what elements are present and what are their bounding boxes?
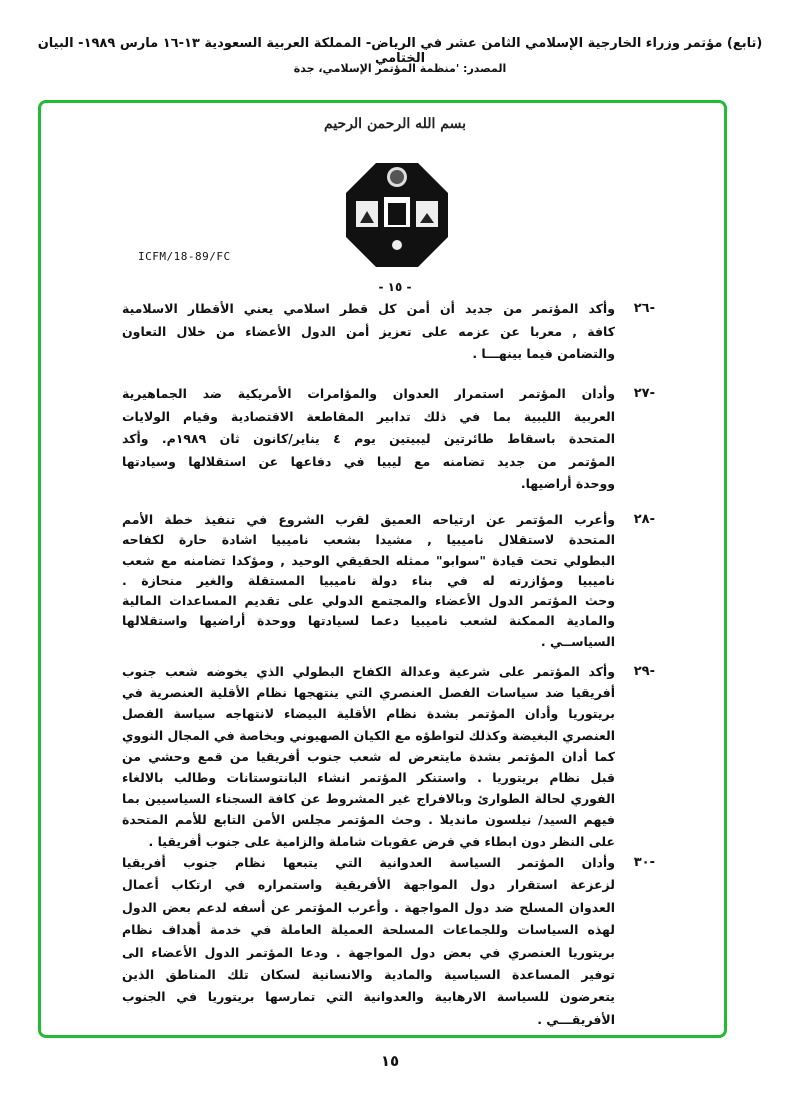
page-marker: - ١٥ - [378,280,412,294]
paragraph-line: والتضامن فيما بينهـــا . [472,346,615,361]
paragraph-number: -٢٩ [633,664,655,679]
paragraph-line: كافة , معربا عن عزمه على تعزيز أمن الدول الأعضاء من خلال التعاون [122,323,615,339]
paragraph-line: فيهم السيد/ نيلسون مانديلا . وحث المؤتمر مجلس الأمن التابع للأمم المتحدة [122,812,615,828]
document-source: المصدر: 'منظمة المؤتمر الإسلامي، جدة [293,62,507,75]
paragraph-number: -٣٠ [633,855,655,870]
paragraph-line: الفوري لحالة الطوارئ وبالافراج غير المشروط عن كافة السجناء السياسيين بما [122,791,615,807]
paragraph-line: وحث المؤتمر الدول الأعضاء والمجتمع الدولي على تقديم المساعدات المالية [122,593,615,609]
paragraph-line: وأدان المؤتمر السياسة العدوانية التي يتبعها نظام جنوب أفريقيا [122,855,615,870]
paragraph-line: وأكد المؤتمر من جديد أن أمن كل قطر اسلامي يعني الأقطار الاسلامية [122,301,615,316]
paragraph-line: قبل نظام بريتوريا . واستنكر المؤتمر انشاء البانتوستانات وطالب بالالغاء [122,769,615,785]
paragraph-line: بريتوريا العنصري في بعض دول المواجهة . ودعا المؤتمر الدول الأعضاء الى [122,944,615,960]
paragraph-line: الأفريقـــي . [537,1011,615,1027]
paragraph-line: العنصري البغيضة وكذلك لتواطؤه مع الكيان الصهيوني وبخاصة في المجال النووي [122,727,615,743]
paragraph-line: أفريقيا ضد سياسات الفصل العنصري التي ينتهجها نظام الأقلية العنصرية في [122,685,615,701]
paragraph-line: ناميبيا ومؤازرته له في بناء دولة ناميبيا المستقلة والغير منحازة . [122,572,615,588]
paragraph-line: السياســي . [540,633,615,649]
paragraph-line: العربية الليبية بما في ذلك تدابير المقاطعة الاقتصادية وقيام الولايات [122,408,615,424]
paragraph-line: وأدان المؤتمر استمرار العدوان والمؤامرات الأمريكية ضد الجماهيرية [122,386,615,401]
paragraph-line: وأكد المؤتمر على شرعية وعدالة الكفاح البطولي الذي يخوضه شعب جنوب [122,664,615,679]
paragraph-line: المتحدة لاستقلال ناميبيا , مشيدا بشعب ناميبيا اشادة حارة لكفاحه [122,532,615,548]
paragraph-line: والمادية الممكنة لشعب ناميبيا دعما لسيادتها ووحدة أراضيها واستقلالها [122,613,615,629]
paragraph-line: المتحدة باسقاط طائرتين ليبيتين يوم ٤ يناير/كانون ثان ١٩٨٩م. وأكد [122,431,615,446]
basmala-calligraphy: بسم الله الرحمن الرحيم [324,116,466,132]
paragraph-number: -٢٨ [633,512,655,527]
paragraph-line: كما أدان المؤتمر بشدة مايتعرض له شعب جنوب أفريقيا من قمع وحشي من [122,748,615,764]
paragraph-line: ووحدة أراضيها. [520,476,615,491]
paragraph-line: العدوان المسلح ضد دول المواجهة . وأعرب المؤتمر عن أسفه لدعم بعض الدول [122,899,615,915]
paragraph-line: على النظر دون ابطاء في فرض عقوبات شاملة والزامية على جنوب أفريقيا . [148,833,615,849]
oic-emblem-icon [346,163,448,267]
page-number: ١٥ [380,1052,400,1070]
document-reference: ICFM/18-89/FC [138,250,231,263]
paragraph-number: -٢٧ [633,386,655,401]
paragraph-line: لزعزعة استقرار دول المواجهة الأفريقية واستمراره في ارتكاب أعمال [122,877,615,893]
document-title: (تابع) مؤتمر وزراء الخارجية الإسلامي الثامن عشر في الرياض- المملكة العربية السعودية ١٣-١٦ مارس ١٩٨٩- البيان الختامي [37,36,763,66]
paragraph-line: لهذه السياسات وللجماعات المسلحة العميلة العاملة في خدمة أهداف نظام [122,922,615,938]
paragraph-line: المؤتمر من جديد تضامنه مع ليبيا في دفاعها عن استقلالها وسيادتها [122,453,615,469]
paragraph-line: وأعرب المؤتمر عن ارتياحه العميق لقرب الشروع في تنفيذ خطة الأمم [122,512,615,527]
paragraph-line: بريتوريا وأدان المؤتمر بشدة نظام الأقلية البيضاء لانتهاجه سياسة الفصل [122,706,615,722]
paragraph-line: يتعرضون للسياسة الارهابية والعدوانية التي تمارسها بريتوريا في الجنوب [122,989,615,1005]
paragraph-line: توفير المساعدة السياسية والمادية والانسانية لسكان تلك المناطق الذين [122,966,615,982]
paragraph-line: البطولي تحت قيادة "سوابو" ممثله الحقيقي الوحيد , ومؤكدا تضامنه مع شعب [122,552,615,568]
paragraph-number: -٢٦ [633,301,655,316]
